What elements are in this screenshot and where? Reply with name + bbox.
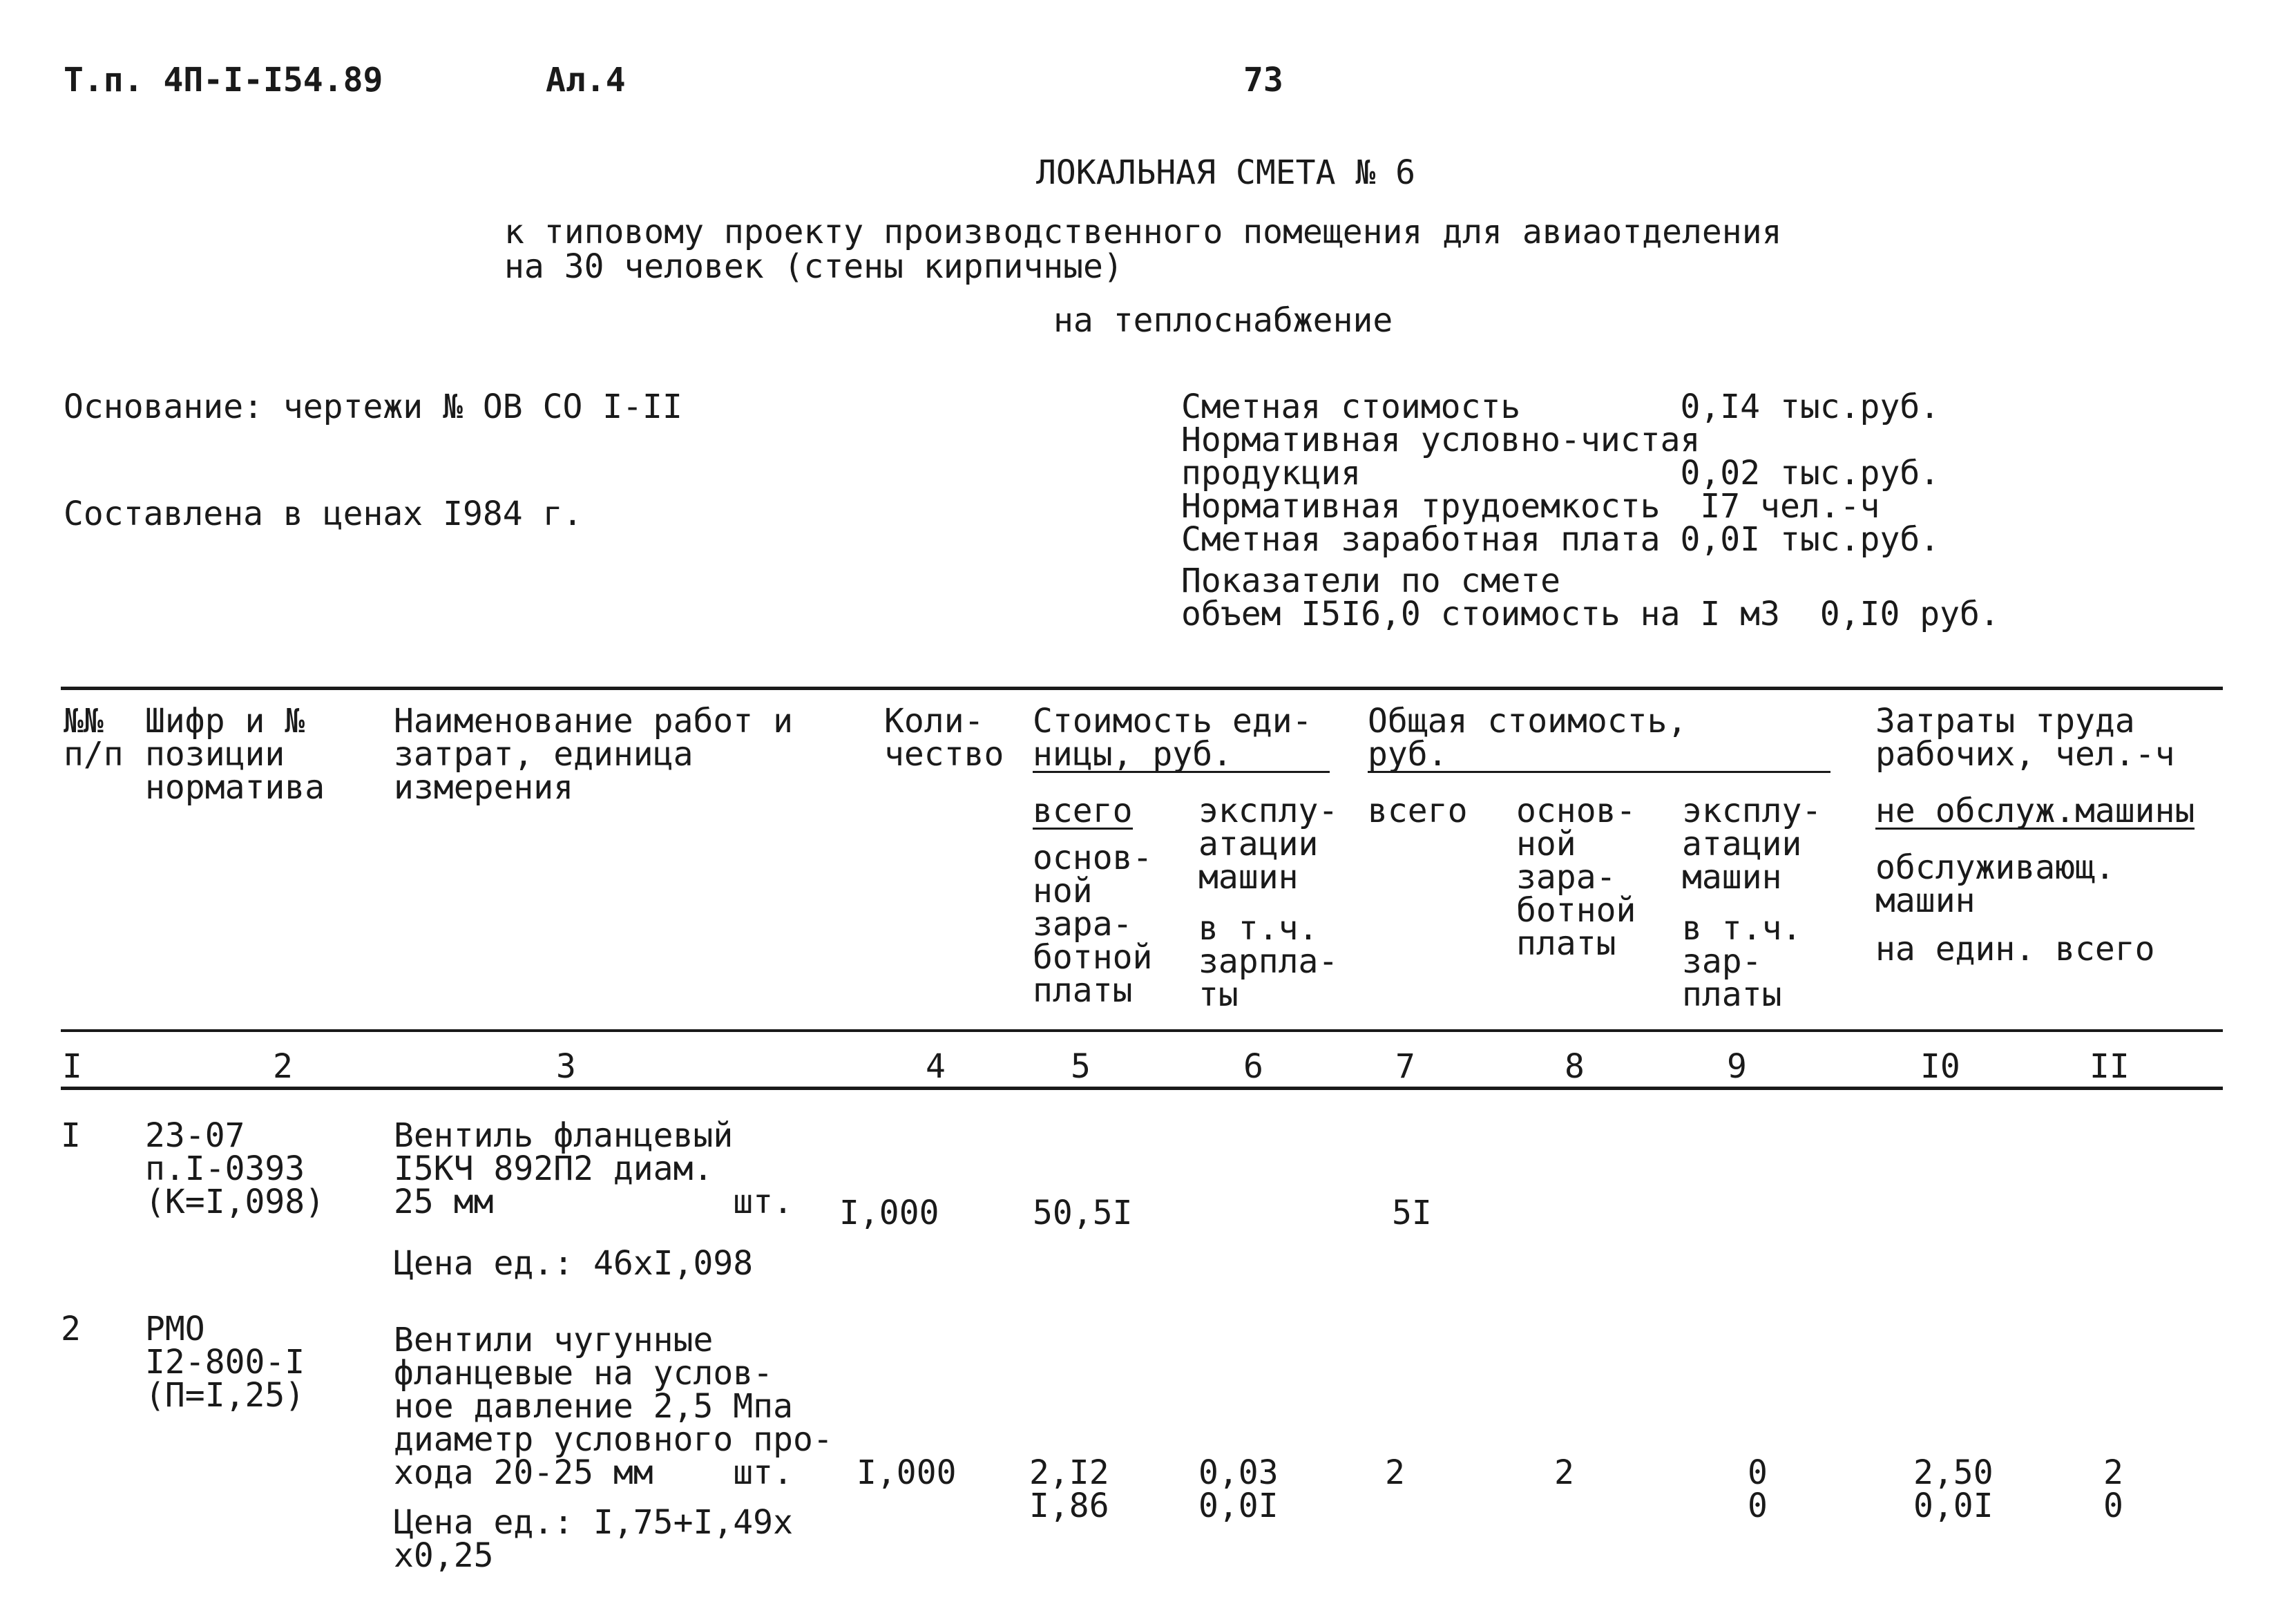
header-norm-code: Шифр и № позиции норматива bbox=[145, 702, 325, 807]
header-work-name: Наименование работ и затрат, единица измерения bbox=[394, 702, 793, 807]
subtitle-line-1: к типовому проекту производственного помещения для авиаотделения bbox=[504, 213, 1782, 251]
column-number-1: I bbox=[62, 1047, 82, 1086]
page-number: 73 bbox=[1243, 61, 1283, 99]
header-total-all: всего bbox=[1368, 792, 1468, 830]
column-number-3: 3 bbox=[556, 1047, 576, 1086]
row-2-total-cost: 2 bbox=[1385, 1453, 1405, 1492]
subtitle-line-2: на 30 человек (стены кирпичные) bbox=[504, 247, 1123, 286]
column-number-5: 5 bbox=[1071, 1047, 1091, 1086]
row-2-unit-machine-cost: 0,03 0,0I bbox=[1198, 1453, 1279, 1525]
row-2-price-note: Цена ед.: I,75+I,49х х0,25 bbox=[394, 1503, 793, 1575]
header-unit-total: всего bbox=[1033, 792, 1133, 830]
row-2-labor-per-unit: 2,50 0,0I bbox=[1913, 1453, 1994, 1525]
row-2-unit-cost-total: 2,I2 I,86 bbox=[1029, 1453, 1109, 1525]
project-code: Т.п. 4П-I-I54.89 bbox=[64, 61, 383, 99]
column-number-8: 8 bbox=[1565, 1047, 1585, 1086]
row-1-total-cost: 5I bbox=[1392, 1194, 1432, 1232]
summary-labor-intensity: Нормативная трудоемкость I7 чел.-ч bbox=[1181, 487, 1880, 526]
row-2-norm-code: РМО I2-800-I (П=I,25) bbox=[145, 1310, 305, 1415]
header-total-base-wages: основ- ной зара- ботной платы bbox=[1516, 792, 1636, 963]
header-labor-machine: обслуживающ. машин bbox=[1875, 848, 2115, 920]
summary-volume-indicator: объем I5I6,0 стоимость на I м3 0,I0 руб. bbox=[1181, 595, 2000, 633]
summary-net-production-label: Нормативная условно-чистая bbox=[1181, 421, 1701, 459]
column-number-4: 4 bbox=[926, 1047, 946, 1086]
header-unit-machine-wages: в т.ч. зарпла- ты bbox=[1198, 909, 1339, 1014]
row-2-work-name: Вентили чугунные фланцевые на услов- ное давление 2,5 Мпа диаметр условного про- хода 20-25 мм шт. bbox=[394, 1321, 833, 1492]
table-header-rule bbox=[61, 1029, 2223, 1032]
header-total-machine-operation: эксплу- атации машин bbox=[1682, 792, 1822, 897]
album-number: Ал.4 bbox=[546, 61, 626, 99]
row-1-price-note: Цена ед.: 46хI,098 bbox=[394, 1244, 754, 1283]
basis-drawings: Основание: чертежи № ОВ СО I-II bbox=[64, 388, 682, 426]
document-title: ЛОКАЛЬНАЯ СМЕТА № 6 bbox=[1036, 153, 1416, 192]
row-1-quantity: I,000 bbox=[839, 1194, 939, 1232]
column-number-11: II bbox=[2090, 1047, 2130, 1086]
header-unit-base-wages: основ- ной зара- ботной платы bbox=[1033, 839, 1153, 1010]
header-labor-not-machine: не обслуж.машины bbox=[1875, 792, 2195, 830]
header-total-cost: Общая стоимость, bbox=[1368, 702, 1688, 741]
row-2-total-machine-cost: 0 0 bbox=[1748, 1453, 1768, 1525]
column-number-7: 7 bbox=[1395, 1047, 1415, 1086]
header-total-cost-unit: руб. bbox=[1368, 738, 1830, 773]
column-number-10: I0 bbox=[1920, 1047, 1960, 1086]
header-labor-costs: Затраты труда рабочих, чел.-ч bbox=[1875, 702, 2175, 774]
row-2-labor-total: 2 0 bbox=[2103, 1453, 2123, 1525]
header-unit-cost-unit: ницы, руб. bbox=[1033, 738, 1330, 773]
header-labor-per-unit-total: на един. всего bbox=[1875, 930, 2155, 968]
column-number-9: 9 bbox=[1727, 1047, 1747, 1086]
column-number-2: 2 bbox=[273, 1047, 293, 1086]
row-2-quantity: I,000 bbox=[857, 1453, 957, 1492]
summary-indicators-label: Показатели по смете bbox=[1181, 562, 1561, 600]
row-1-work-name: Вентиль фланцевый I5КЧ 892П2 диам. 25 мм шт. bbox=[394, 1116, 793, 1221]
table-top-rule bbox=[61, 687, 2223, 690]
row-1-norm-code: 23-07 п.I-0393 (К=I,098) bbox=[145, 1116, 325, 1221]
price-level: Составлена в ценах I984 г. bbox=[64, 495, 583, 533]
header-quantity: Коли- чество bbox=[884, 702, 1004, 774]
summary-net-production: продукция 0,02 тыс.руб. bbox=[1181, 454, 1940, 493]
row-1-number: I bbox=[61, 1116, 81, 1155]
header-unit-cost: Стоимость еди- bbox=[1033, 702, 1312, 741]
header-unit-machine-operation: эксплу- атации машин bbox=[1198, 792, 1339, 897]
row-1-unit-cost-total: 50,5I bbox=[1033, 1194, 1133, 1232]
header-row-number: №№ п/п bbox=[64, 702, 124, 774]
summary-wages: Сметная заработная плата 0,0I тыс.руб. bbox=[1181, 520, 1940, 559]
row-2-total-wages: 2 bbox=[1554, 1453, 1574, 1492]
column-number-6: 6 bbox=[1243, 1047, 1263, 1086]
subtitle-line-3: на теплоснабжение bbox=[1053, 301, 1393, 340]
header-total-machine-wages: в т.ч. зар- платы bbox=[1682, 909, 1802, 1014]
summary-estimated-cost: Сметная стоимость 0,I4 тыс.руб. bbox=[1181, 388, 1940, 426]
row-2-number: 2 bbox=[61, 1310, 81, 1348]
column-numbers-rule bbox=[61, 1087, 2223, 1090]
